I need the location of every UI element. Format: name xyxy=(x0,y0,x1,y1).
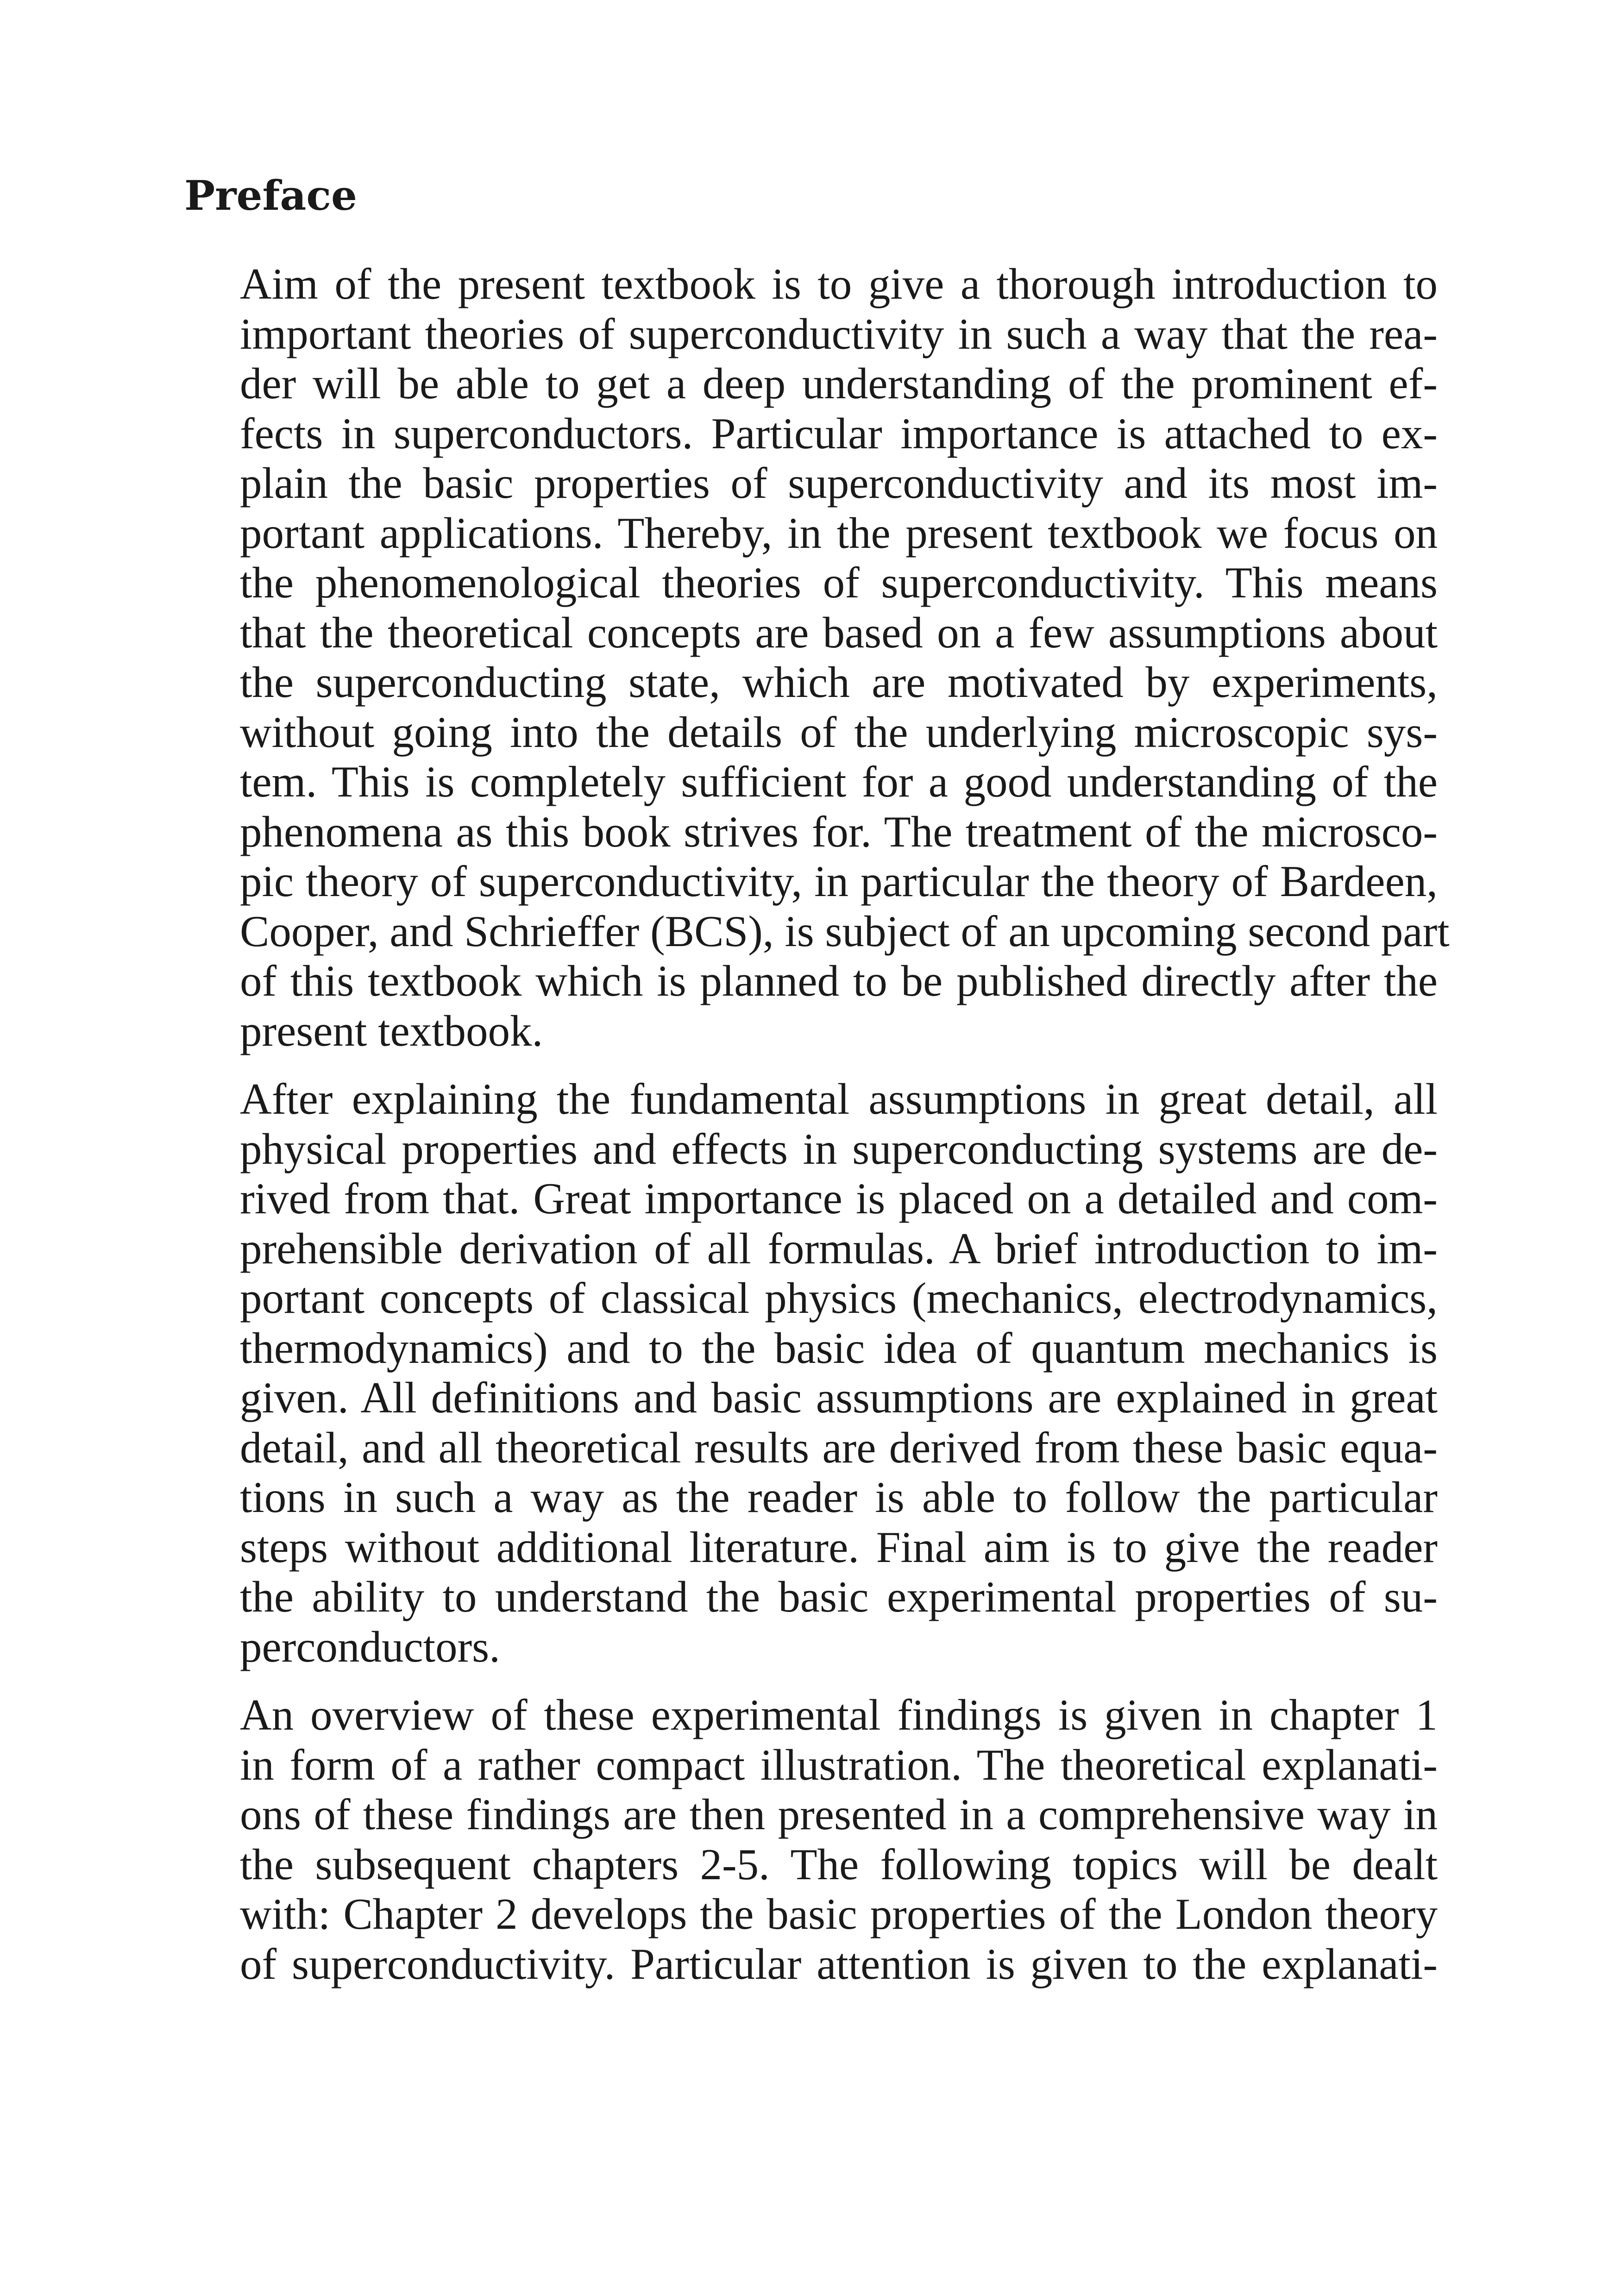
text-line: prehensible derivation of all formulas. A brief introduction to im- xyxy=(240,1223,1438,1273)
text-line: steps without additional literature. Final aim is to give the reader xyxy=(240,1522,1438,1572)
paragraph-1 xyxy=(184,259,1450,1056)
text-line: of this textbook which is planned to be published directly after the xyxy=(240,956,1438,1005)
text-line: portant applications. Thereby, in the present textbook we focus on xyxy=(240,508,1438,558)
text-line: After explaining the fundamental assumptions in great detail, all xyxy=(240,1074,1438,1123)
text-line: portant concepts of classical physics (mechanics, electrodynamics, xyxy=(240,1273,1438,1323)
text-line: der will be able to get a deep understanding of the prominent ef- xyxy=(240,359,1438,408)
text-line: tions in such a way as the reader is able to follow the particular xyxy=(240,1473,1438,1522)
text-line: plain the basic properties of superconductivity and its most im- xyxy=(240,458,1438,508)
text-line: rived from that. Great importance is placed on a detailed and com- xyxy=(240,1174,1438,1223)
text-line: important theories of superconductivity in such a way that the rea- xyxy=(240,309,1438,358)
text-line: that the theoretical concepts are based on a few assumptions about xyxy=(240,608,1438,657)
text-line: detail, and all theoretical results are derived from these basic equa- xyxy=(240,1423,1438,1472)
body-text xyxy=(184,259,1450,2007)
text-line: physical properties and effects in superconducting systems are de- xyxy=(240,1124,1438,1173)
text-line: the subsequent chapters 2-5. The following topics will be dealt xyxy=(240,1839,1438,1889)
text-line: tem. This is completely sufficient for a good understanding of the xyxy=(240,757,1438,806)
text-line: with: Chapter 2 develops the basic properties of the London theory xyxy=(240,1889,1438,1938)
text-line: thermodynamics) and to the basic idea of quantum mechanics is xyxy=(240,1323,1438,1373)
text-line: the phenomenological theories of superconductivity. This means xyxy=(240,558,1438,607)
text-line: given. All definitions and basic assumptions are explained in great xyxy=(240,1373,1438,1422)
text-line: An overview of these experimental findings is given in chapter 1 xyxy=(240,1690,1438,1739)
paragraph-2 xyxy=(184,1074,1438,1672)
text-line: the superconducting state, which are motivated by experiments, xyxy=(240,658,1438,707)
text-line: of superconductivity. Particular attention is given to the explanati- xyxy=(240,1939,1438,1989)
text-line: pic theory of superconductivity, in particular the theory of Bardeen, xyxy=(240,857,1438,906)
text-line: in form of a rather compact illustration. The theoretical explanati- xyxy=(240,1740,1438,1789)
text-line: the ability to understand the basic experimental properties of su- xyxy=(240,1572,1438,1621)
text-line: Cooper, and Schrieffer (BCS), is subject of an upcoming second part xyxy=(240,906,1450,956)
text-line: phenomena as this book strives for. The treatment of the microsco- xyxy=(240,807,1438,856)
text-line: perconductors. xyxy=(240,1622,500,1671)
paragraph-3 xyxy=(184,1690,1438,1989)
text-line: without going into the details of the underlying microscopic sys- xyxy=(240,707,1438,757)
text-line: present textbook. xyxy=(240,1006,543,1055)
page-title: Preface xyxy=(184,171,357,220)
text-line: Aim of the present textbook is to give a thorough introduction to xyxy=(240,259,1438,308)
text-line: ons of these findings are then presented in a comprehensive way in xyxy=(240,1790,1438,1839)
text-line: fects in superconductors. Particular importance is attached to ex- xyxy=(240,408,1438,458)
